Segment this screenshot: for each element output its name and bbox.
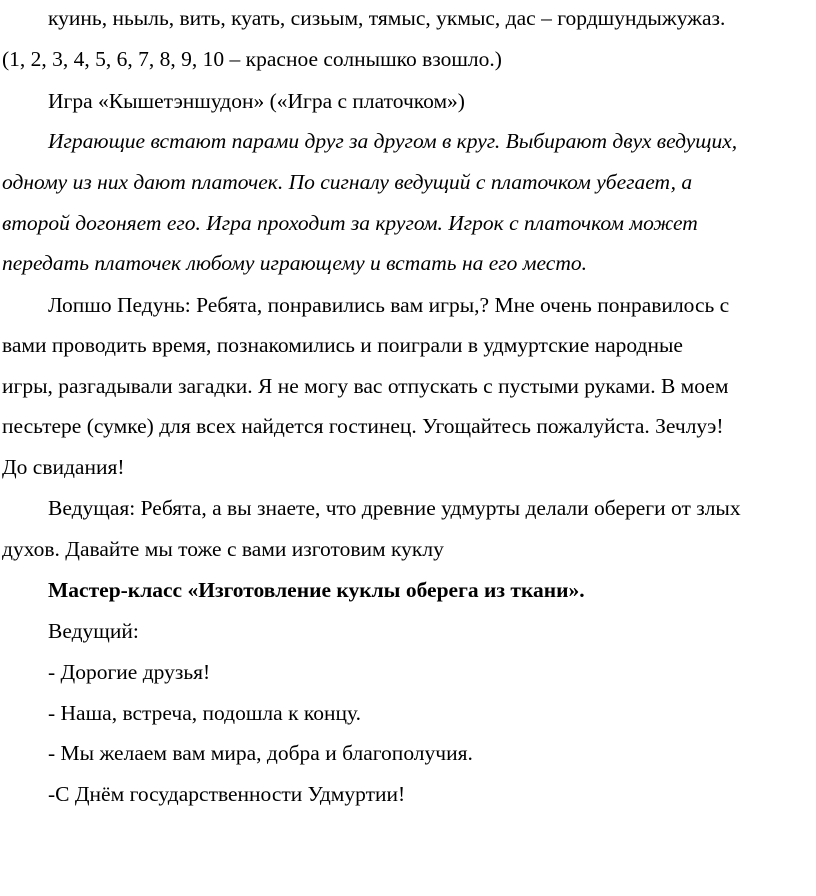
master-class-heading: Мастер-класс «Изготовление куклы оберега из ткани».: [48, 578, 585, 602]
text-line: вами проводить время, познакомились и поиграли в удмуртские народные: [2, 333, 683, 357]
list-item: - Дорогие друзья!: [48, 660, 211, 684]
game-rules-line: второй догоняет его. Игра проходит за кругом. Игрок с платочком может: [2, 211, 698, 235]
game-title: Игра «Кышетэншудон» («Игра с платочком»): [48, 89, 465, 113]
text-line: Ведущая: Ребята, а вы знаете, что древние удмурты делали обереги от злых: [48, 496, 741, 520]
text-line: Лопшо Педунь: Ребята, понравились вам игры,? Мне очень понравилось с: [48, 293, 730, 317]
text-line: Ведущий:: [48, 619, 139, 643]
text-line: игры, разгадывали загадки. Я не могу вас отпускать с пустыми руками. В моем: [2, 374, 729, 398]
list-item: - Мы желаем вам мира, добра и благополучия.: [48, 741, 473, 765]
list-item: - Наша, встреча, подошла к концу.: [48, 701, 361, 725]
text-line: куинь, ньыль, вить, куать, сизьым, тямыс, укмыс, дас – гордшундыжужаз.: [48, 6, 726, 30]
text-line: песьтере (сумке) для всех найдется гостинец. Угощайтесь пожалуйста. Зечлуэ!: [2, 414, 724, 438]
text-line: духов. Давайте мы тоже с вами изготовим куклу: [2, 537, 444, 561]
list-item: -С Днём государственности Удмуртии!: [48, 782, 406, 806]
text-line: До свидания!: [2, 455, 125, 479]
game-rules-line: передать платочек любому играющему и встать на его место.: [2, 251, 587, 275]
game-rules-line: одному из них дают платочек. По сигналу ведущий с платочком убегает, а: [2, 170, 693, 194]
text-line: (1, 2, 3, 4, 5, 6, 7, 8, 9, 10 – красное солнышко взошло.): [2, 47, 502, 71]
game-rules-line: Играющие встают парами друг за другом в круг. Выбирают двух ведущих,: [48, 129, 738, 153]
